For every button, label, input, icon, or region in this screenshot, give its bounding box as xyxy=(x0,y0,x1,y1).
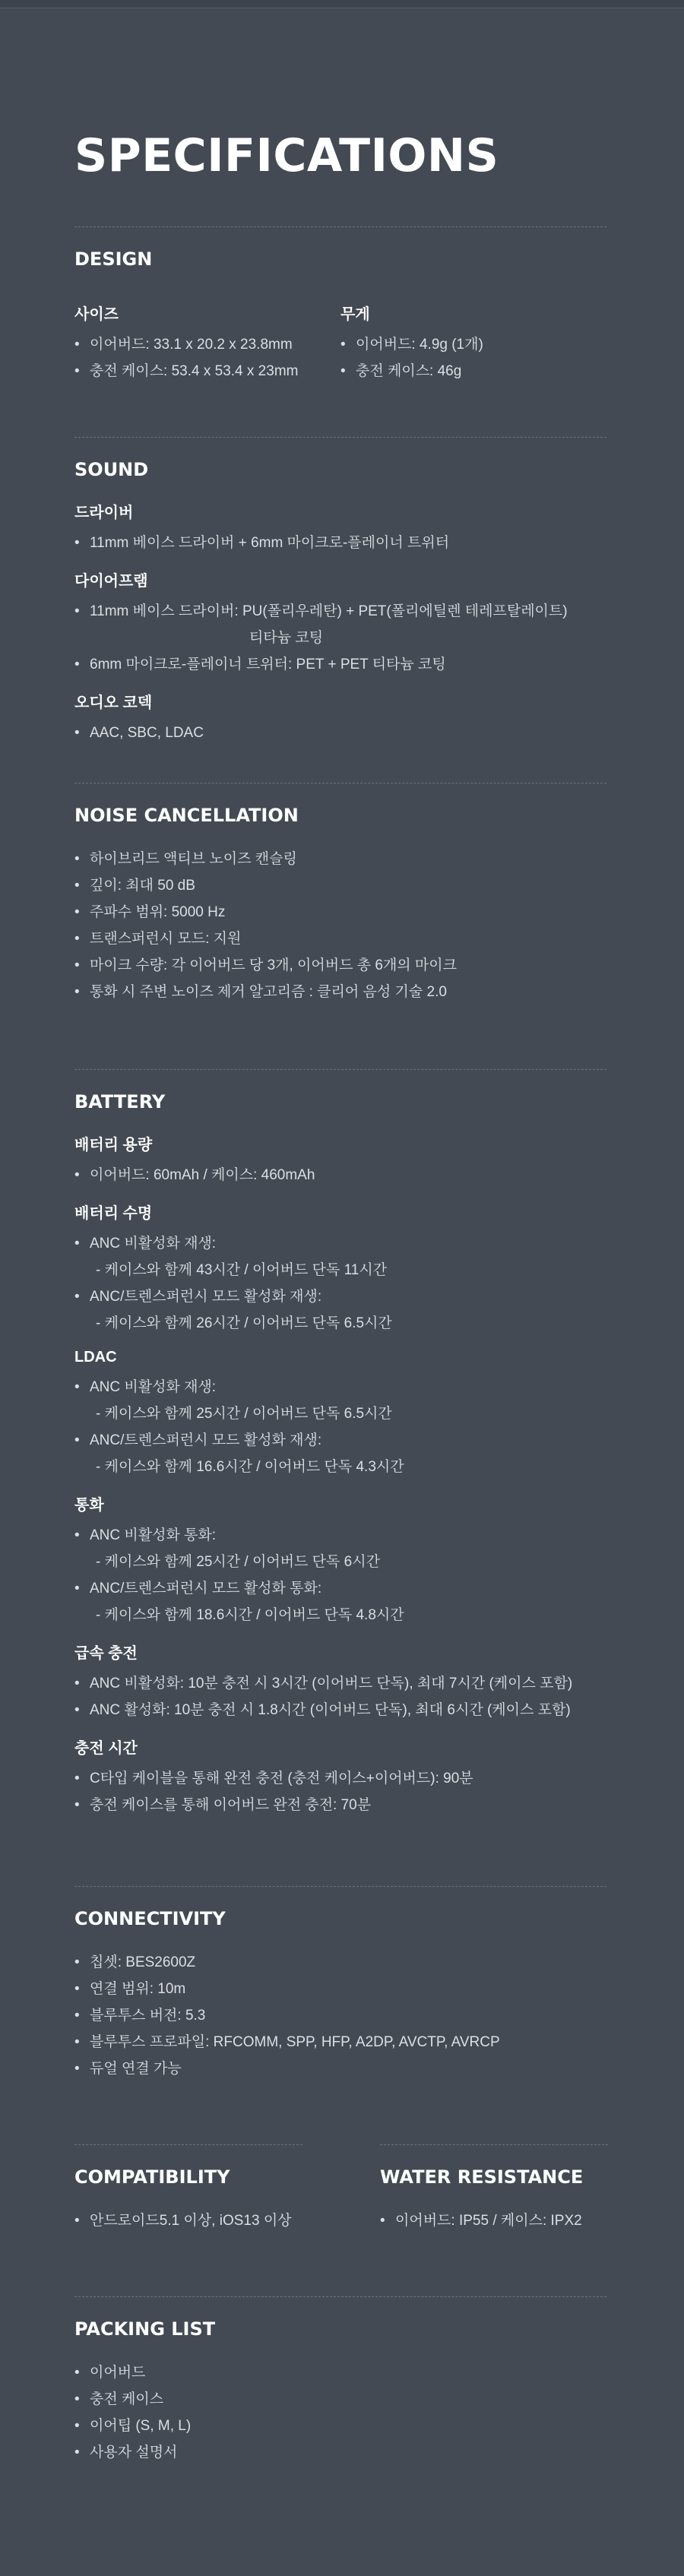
packing-heading: PACKING LIST xyxy=(74,2318,216,2340)
list-subitem: - 케이스와 함께 25시간 / 이어버드 단독 6.5시간 xyxy=(96,1406,392,1422)
charge-time-label: 충전 시간 xyxy=(74,1740,138,1757)
list-item: • 충전 케이스 xyxy=(74,2386,606,2413)
size-label: 사이즈 xyxy=(74,306,119,323)
list-item: • 마이크 수량: 각 이어버드 당 3개, 이어버드 총 6개의 마이크 xyxy=(74,952,606,979)
sound-section xyxy=(74,437,606,746)
driver-label: 드라이버 xyxy=(74,505,134,521)
compatibility-heading: COMPATIBILITY xyxy=(74,2166,230,2188)
list-item: • 주파수 범위: 5000 Hz xyxy=(74,899,606,926)
divider xyxy=(380,2144,608,2145)
packing-section xyxy=(74,2296,606,2466)
list-subitem: - 케이스와 함께 26시간 / 이어버드 단독 6.5시간 xyxy=(96,1315,392,1331)
noise-section xyxy=(74,783,606,1005)
connectivity-heading: CONNECTIVITY xyxy=(74,1908,226,1929)
list-subitem: - 케이스와 함께 18.6시간 / 이어버드 단독 4.8시간 xyxy=(96,1607,404,1623)
list-item: • 안드로이드5.1 이상, iOS13 이상 xyxy=(74,2207,302,2234)
call-label: 통화 xyxy=(74,1497,104,1514)
list-item: • 충전 케이스: 46g xyxy=(340,358,606,385)
list-item: • ANC 활성화: 10분 충전 시 1.8시간 (이어버드 단독), 최대 6시간 (케이스 포함) xyxy=(74,1697,606,1723)
divider xyxy=(74,226,606,227)
diaphragm-label: 다이어프램 xyxy=(74,573,148,590)
page-title: SPECIFICATIONS xyxy=(74,129,499,182)
list-item xyxy=(74,598,606,651)
divider xyxy=(74,437,606,438)
list-subitem: - 케이스와 함께 43시간 / 이어버드 단독 11시간 xyxy=(96,1262,388,1278)
divider xyxy=(74,1069,606,1070)
list-item: • C타입 케이블을 통해 완전 충전 (충전 케이스+이어버드): 90분 xyxy=(74,1765,606,1792)
list-item: • ANC 비활성화 통화: xyxy=(74,1522,606,1549)
battery-heading: BATTERY xyxy=(74,1091,166,1112)
list-item: • ANC 비활성화 재생: xyxy=(74,1374,606,1400)
list-item: • 이어버드: 33.1 x 20.2 x 23.8mm xyxy=(74,331,340,358)
water-heading: WATER RESISTANCE xyxy=(380,2166,584,2188)
list-item: • 듀얼 연결 가능 xyxy=(74,2055,606,2082)
list-item: • ANC/트렌스퍼런시 모드 활성화 통화: xyxy=(74,1575,606,1602)
list-item: • 이어버드: IP55 / 케이스: IPX2 xyxy=(380,2207,608,2234)
list-item: • 블루투스 버전: 5.3 xyxy=(74,2002,606,2029)
fast-charge-label: 급속 충전 xyxy=(74,1645,138,1662)
sound-heading: SOUND xyxy=(74,459,149,480)
codec-label: 오디오 코덱 xyxy=(74,695,153,711)
battery-section xyxy=(74,1069,606,1818)
list-item: • 11mm 베이스 드라이버 + 6mm 마이크로-플레이너 트위터 xyxy=(74,530,606,556)
list-item: • ANC 비활성화 재생: xyxy=(74,1230,606,1257)
diaphragm-line-2: 티타늄 코팅 xyxy=(249,630,324,646)
list-item: • ANC/트렌스퍼런시 모드 활성화 재생: xyxy=(74,1427,606,1454)
list-item: • 트랜스퍼런시 모드: 지원 xyxy=(74,926,606,952)
list-item: • 블루투스 프로파일: RFCOMM, SPP, HFP, A2DP, AVCTP, AVRCP xyxy=(74,2029,606,2055)
ldac-label: LDAC xyxy=(74,1349,117,1366)
list-item: • 사용자 설명서 xyxy=(74,2439,606,2466)
list-item: • AAC, SBC, LDAC xyxy=(74,720,606,746)
divider xyxy=(74,2296,606,2297)
list-item: • ANC/트렌스퍼런시 모드 활성화 재생: xyxy=(74,1283,606,1310)
list-item: • 이어팁 (S, M, L) xyxy=(74,2413,606,2439)
weight-column xyxy=(340,290,606,385)
divider xyxy=(74,2144,302,2145)
list-item: • 통화 시 주변 노이즈 제거 알고리즘 : 클리어 음성 기술 2.0 xyxy=(74,979,606,1005)
list-item: • 충전 케이스를 통해 이어버드 완전 충전: 70분 xyxy=(74,1792,606,1818)
list-subitem: - 케이스와 함께 16.6시간 / 이어버드 단독 4.3시간 xyxy=(96,1459,404,1475)
diaphragm-line-1: 11mm 베이스 드라이버: PU(폴리우레탄) + PET(폴리에틸렌 테레프탈레이트) xyxy=(90,603,568,619)
noise-heading: NOISE CANCELLATION xyxy=(74,805,299,826)
life-label: 배터리 수명 xyxy=(74,1205,153,1222)
compatibility-section xyxy=(74,2144,302,2234)
design-heading: DESIGN xyxy=(74,248,153,270)
list-item: • 연결 범위: 10m xyxy=(74,1976,606,2002)
divider xyxy=(74,1886,606,1887)
list-item: • 이어버드 xyxy=(74,2359,606,2386)
list-item: • 칩셋: BES2600Z xyxy=(74,1949,606,1976)
top-border xyxy=(0,0,684,8)
list-item: • 충전 케이스: 53.4 x 53.4 x 23mm xyxy=(74,358,340,385)
connectivity-section xyxy=(74,1886,606,2082)
capacity-label: 배터리 용량 xyxy=(74,1137,153,1154)
weight-label: 무게 xyxy=(340,306,370,323)
water-resistance-section xyxy=(380,2144,608,2234)
list-item: • 하이브리드 액티브 노이즈 캔슬링 xyxy=(74,846,606,872)
list-item: • 이어버드: 4.9g (1개) xyxy=(340,331,606,358)
list-item: • 이어버드: 60mAh / 케이스: 460mAh xyxy=(74,1162,606,1188)
size-column xyxy=(74,290,340,385)
list-item: • ANC 비활성화: 10분 충전 시 3시간 (이어버드 단독), 최대 7시간 (케이스 포함) xyxy=(74,1670,606,1697)
list-item: • 깊이: 최대 50 dB xyxy=(74,872,606,899)
design-section xyxy=(74,226,606,385)
list-subitem: - 케이스와 함께 25시간 / 이어버드 단독 6시간 xyxy=(96,1554,380,1570)
list-item: • 6mm 마이크로-플레이너 트위터: PET + PET 티타늄 코팅 xyxy=(74,651,606,678)
